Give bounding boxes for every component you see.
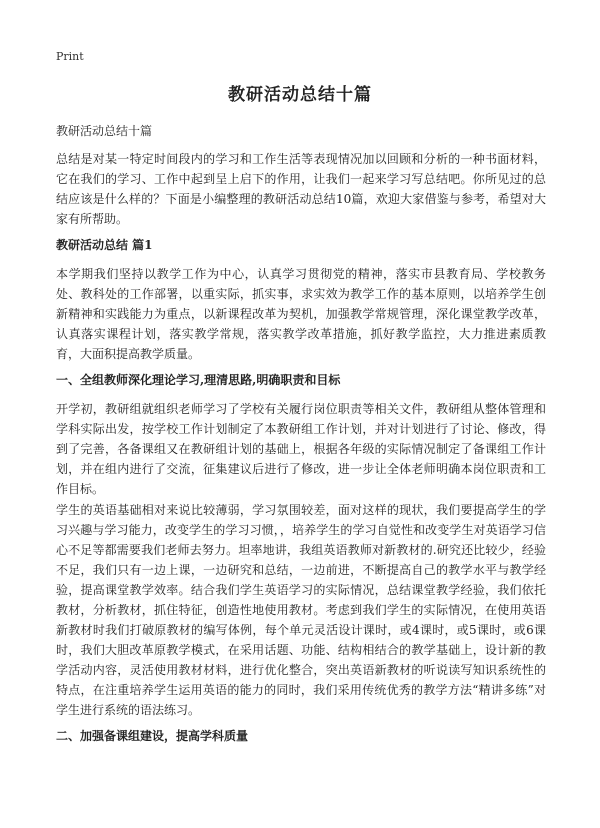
page-title: 教研活动总结十篇 [228, 85, 372, 105]
document-subtitle: 教研活动总结十篇 [56, 124, 153, 138]
print-link[interactable]: Print [56, 50, 84, 63]
paragraph-3: 学生的英语基础相对来说比较薄弱，学习氛围较差，面对这样的现状，我们要提高学生的学习兴趣与学习能力，改变学生的学习习惯，，培养学生的学习自觉性和改变学生对英语学习信心不足等都需要我们老师去努力。坦率地讲，我组英语教师对新教材的.研究还比较少，经验不足，我们只有一边上课，一边研究和总结，一边前进，不断提高自己的教学水平与教学经验，提高课堂教学效率。结合我们学生英语学习的实际情况，总结课堂教学经验，我们依托教材，分析教材，抓住特征，创造性地使用教材。考虑到我们学生的实际情况，在使用英语新教材时我们打破原教材的编写体例，每个单元灵活设计课时，或4课时，或5课时，或6课时，我们大胆改革原教学模式，在采用话题、功能、结构相结合的教学基础上，设计新的教学活动内容，灵活使用教材材料，进行优化整合，突出英语新教材的听说读写知识系统性的特点，在注重培养学生运用英语的能力的同时，我们采用传统优秀的教学方法“精讲多练”对学生进行系统的语法练习。 [56, 503, 546, 717]
paragraph-2: 开学初，教研组就组织老师学习了学校有关履行岗位职责等相关文件，教研组从整体管理和学科实际出发，按学校工作计划制定了本教研组工作计划，并对计划进行了讨论、修改，得到了完善，各备课组又在教研组计划的基础上，根据各年级的实际情况制定了备课组工作计划，并在组内进行了交流，征集建议后进行了修改，进一步让全体老师明确本岗位职责和工作目标。 [56, 402, 546, 496]
article-heading: 教研活动总结 篇1 [56, 238, 153, 252]
section-1-heading: 一、全组教师深化理论学习,理清思路,明确职责和目标 [56, 373, 341, 387]
section-2-heading: 二、加强备课组建设，提高学科质量 [56, 729, 249, 743]
intro-paragraph: 总结是对某一特定时间段内的学习和工作生活等表现情况加以回顾和分析的一种书面材料，它在我们的学习、工作中起到呈上启下的作用，让我们一起来学习写总结吧。你所见过的总结应该是什么样的？下面是小编整理的教研活动总结10篇，欢迎大家借鉴与参考，希望对大家有所帮助。 [56, 152, 546, 226]
paragraph-1: 本学期我们坚持以教学工作为中心，认真学习贯彻党的精神，落实市县教育局、学校教务处、教科处的工作部署，以重实际，抓实事，求实效为教学工作的基本原则，以培养学生创新精神和实践能力为重点，以新课程改革为契机，加强教学常规管理，深化课堂教学改革，认真落实课程计划，落实教学常规，落实教学改革措施，抓好教学监控，大力推进素质教育，大面积提高教学质量。 [56, 267, 546, 361]
